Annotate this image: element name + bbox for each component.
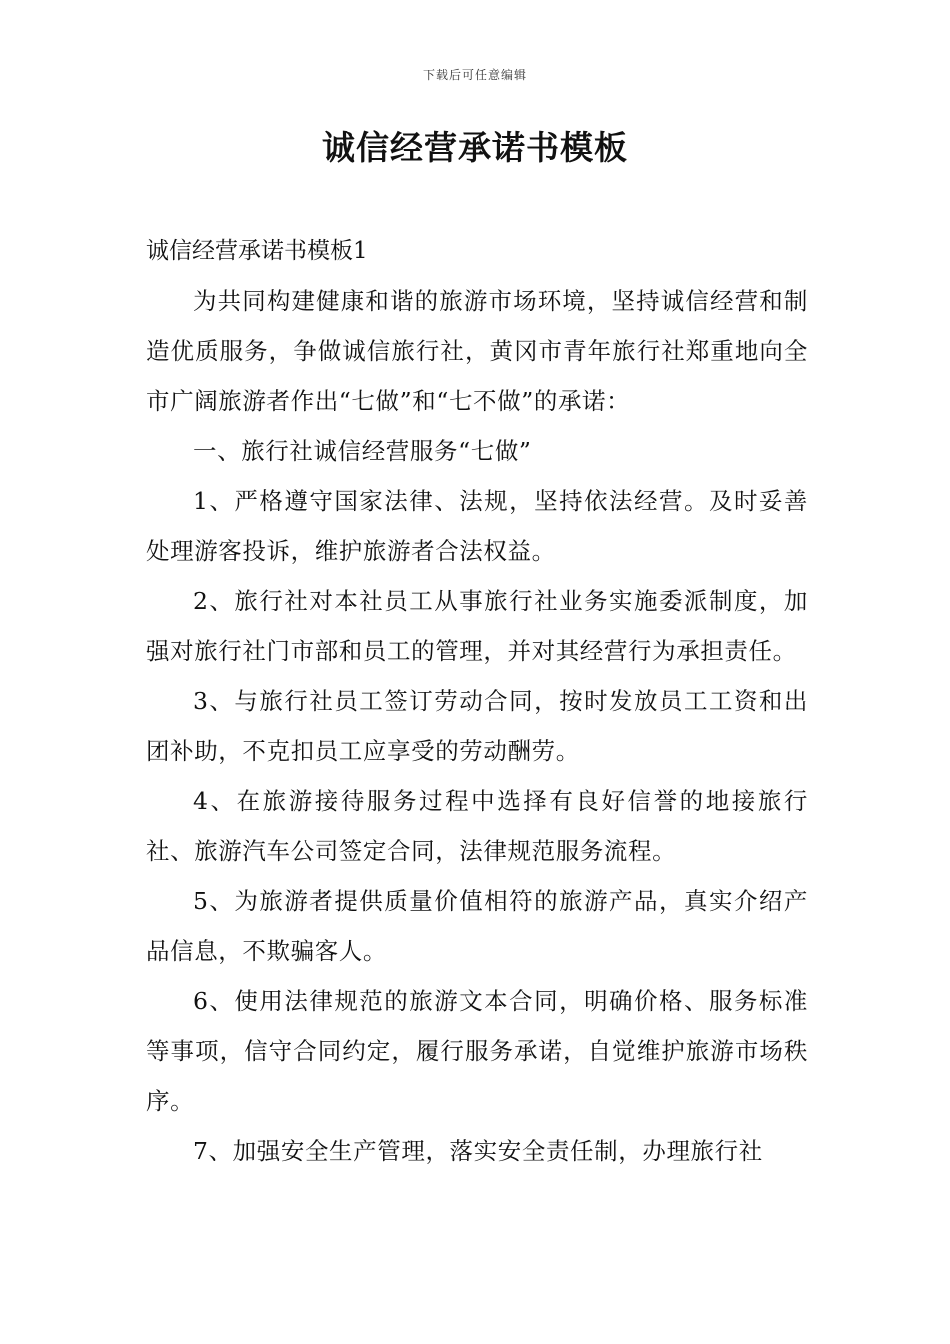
paragraph-item-4: 4、在旅游接待服务过程中选择有良好信誉的地接旅行社、旅游汽车公司签定合同，法律规范服务流程。 (146, 787, 808, 865)
paragraph-item-6: 6、使用法律规范的旅游文本合同，明确价格、服务标准等事项，信守合同约定，履行服务承诺，自觉维护旅游市场秩序。 (146, 987, 808, 1115)
paragraph-heading-seven-do: 一、旅行社诚信经营服务“七做” (193, 437, 532, 465)
paragraph-item-5: 5、为旅游者提供质量价值相符的旅游产品，真实介绍产品信息，不欺骗客人。 (146, 887, 808, 965)
document-title: 诚信经营承诺书模板 (322, 128, 628, 167)
document-body (146, 226, 808, 1176)
section-title: 诚信经营承诺书模板1 (146, 238, 368, 264)
paragraph-item-7: 7、加强安全生产管理，落实安全责任制，办理旅行社 (193, 1137, 763, 1165)
paragraph-item-2: 2、旅行社对本社员工从事旅行社业务实施委派制度，加强对旅行社门市部和员工的管理，并对其经营行为承担责任。 (146, 587, 808, 665)
paragraph-item-3: 3、与旅行社员工签订劳动合同，按时发放员工工资和出团补助，不克扣员工应享受的劳动酬劳。 (146, 687, 808, 765)
paragraph-intro: 为共同构建健康和谐的旅游市场环境，坚持诚信经营和制造优质服务，争做诚信旅行社，黄冈市青年旅行社郑重地向全市广阔旅游者作出“七做”和“七不做”的承诺： (146, 287, 808, 415)
paragraph-item-1: 1、严格遵守国家法律、法规，坚持依法经营。及时妥善处理游客投诉，维护旅游者合法权益。 (146, 487, 808, 565)
header-note: 下载后可任意编辑 (422, 68, 527, 82)
